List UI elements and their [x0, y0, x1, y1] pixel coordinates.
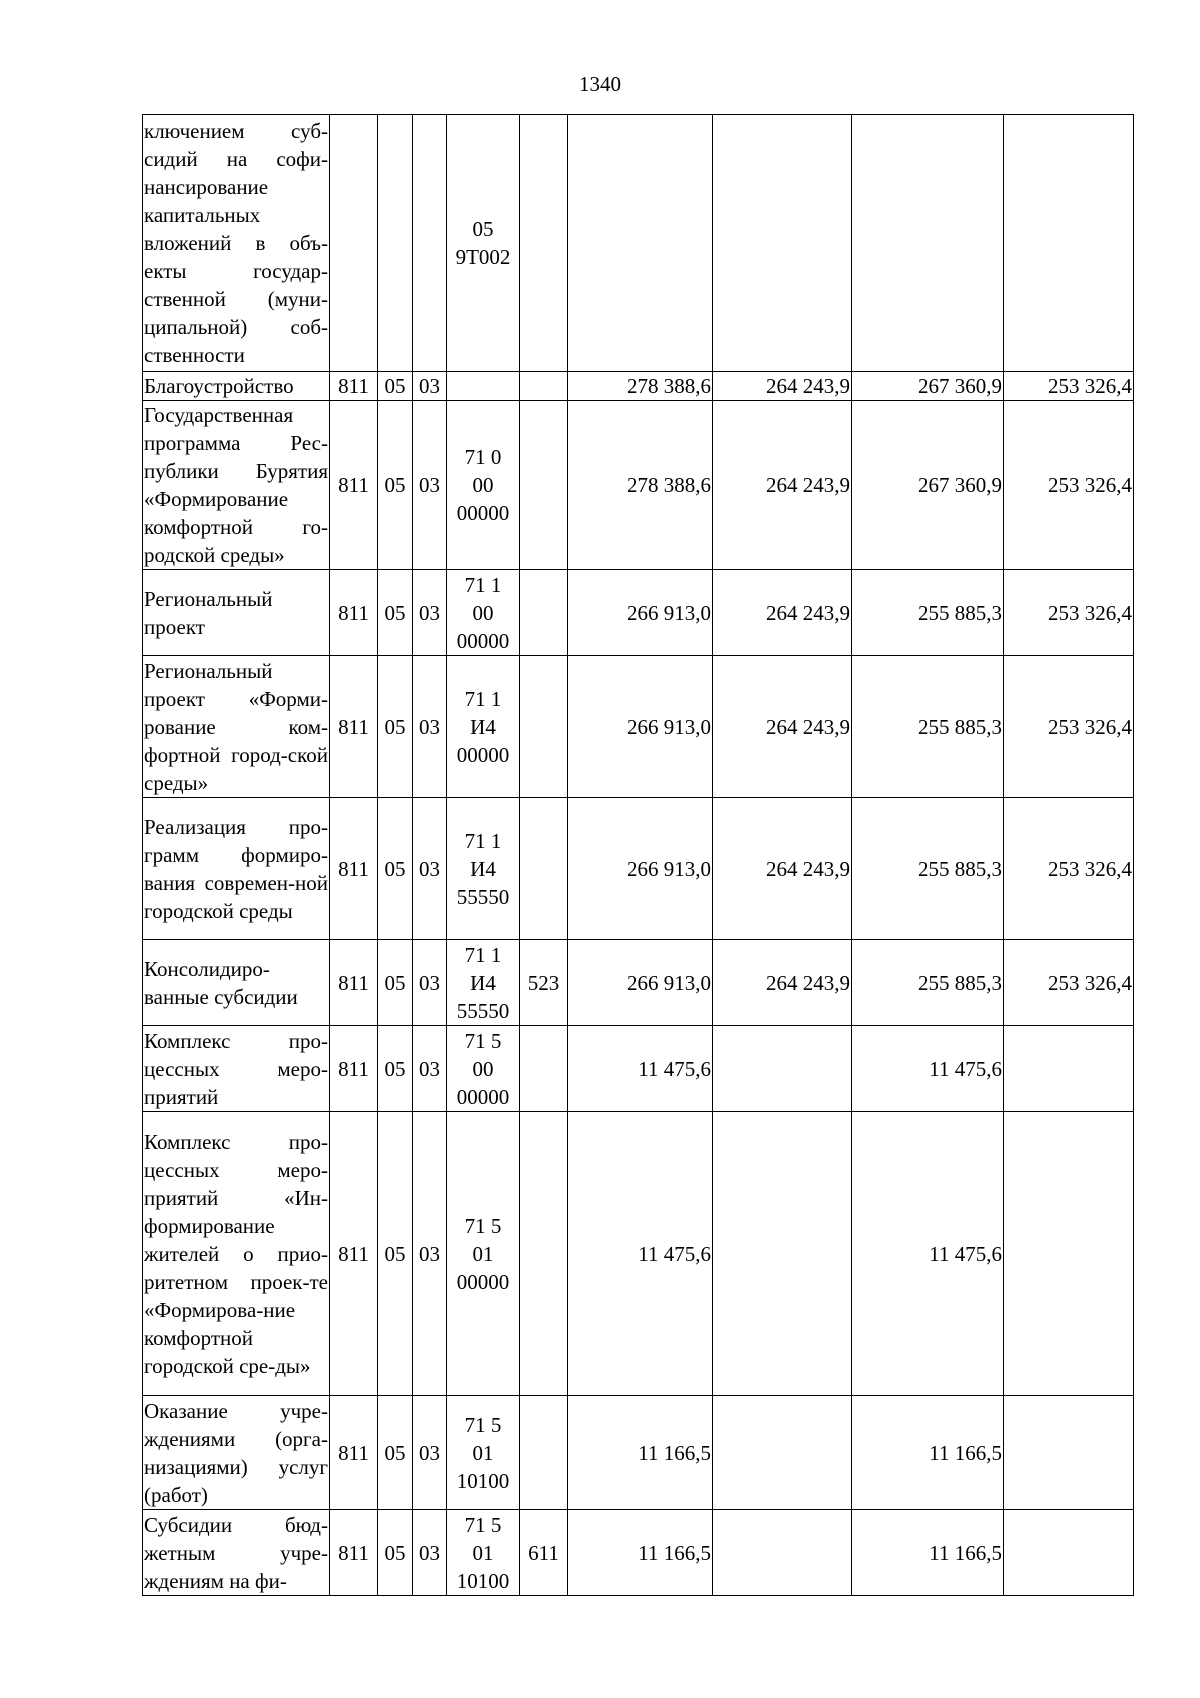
amount-cell-2: 264 243,9: [713, 798, 852, 940]
rz-cell: 05: [378, 1510, 413, 1596]
table-body: [143, 115, 1134, 1596]
pr-cell: [413, 115, 447, 372]
pr-cell: 03: [413, 570, 447, 656]
pr-cell: 03: [413, 1112, 447, 1396]
csr-line: И4: [470, 856, 496, 881]
csr-cell: [447, 1396, 520, 1510]
csr-line: 71 0: [464, 445, 502, 469]
csr-cell: [447, 1026, 520, 1112]
row-name-cell: Комплекс про-цессных меро-приятий: [143, 1026, 330, 1112]
pr-cell: 03: [413, 940, 447, 1026]
amount-cell-2: [713, 115, 852, 372]
row-name-cell: Оказание учре-ждениями (орга-низациями) услуг (работ): [143, 1396, 330, 1510]
amount-cell-4: 253 326,4: [1004, 372, 1134, 401]
amount-cell-4: [1004, 1510, 1134, 1596]
table-row: [143, 656, 1134, 798]
csr-line: 00: [472, 1056, 494, 1081]
amount-cell-2: [713, 1396, 852, 1510]
table-row: [143, 1112, 1134, 1396]
pr-cell: 03: [413, 1510, 447, 1596]
pr-cell: 03: [413, 656, 447, 798]
vr-cell: [520, 401, 568, 570]
csr-line: 05: [472, 217, 494, 241]
csr-line: И4: [470, 970, 496, 995]
csr-line: 00000: [456, 628, 510, 653]
rz-cell: 05: [378, 1112, 413, 1396]
row-name-cell: Комплекс про-цессных меро-приятий «Ин-формирование жителей о прио-ритетном проек-те «Формирова-ние комфортной городской сре-ды»: [143, 1112, 330, 1396]
csr-line: И4: [470, 714, 496, 739]
csr-line: 71 1: [464, 686, 502, 711]
amount-cell-4: 253 326,4: [1004, 401, 1134, 570]
rz-cell: 05: [378, 656, 413, 798]
amount-cell-4: [1004, 1396, 1134, 1510]
csr-line: 01: [472, 1241, 494, 1266]
table-row: [143, 1510, 1134, 1596]
amount-cell-1: 266 913,0: [568, 570, 713, 656]
csr-cell: [447, 798, 520, 940]
csr-line: 71 1: [464, 572, 502, 597]
vr-cell: [520, 1396, 568, 1510]
csr-line: 71 5: [464, 1512, 502, 1537]
amount-cell-3: 11 475,6: [852, 1026, 1004, 1112]
csr-cell: [447, 401, 520, 570]
vr-cell: [520, 372, 568, 401]
amount-cell-2: [713, 1112, 852, 1396]
glava-cell: 811: [330, 1112, 378, 1396]
csr-cell: [447, 570, 520, 656]
csr-line: 55550: [456, 998, 510, 1023]
vr-cell: [520, 570, 568, 656]
row-name-cell: Государственная программа Рес-публики Бурятия «Формирование комфортной го-родской среды»: [143, 401, 330, 570]
vr-cell: [520, 798, 568, 940]
amount-cell-1: 266 913,0: [568, 798, 713, 940]
amount-cell-1: 11 475,6: [568, 1112, 713, 1396]
amount-cell-1: 11 166,5: [568, 1510, 713, 1596]
glava-cell: [330, 115, 378, 372]
rz-cell: 05: [378, 798, 413, 940]
amount-cell-4: 253 326,4: [1004, 940, 1134, 1026]
rz-cell: [378, 115, 413, 372]
amount-cell-2: [713, 1510, 852, 1596]
amount-cell-4: [1004, 1026, 1134, 1112]
csr-line: 01: [472, 1540, 494, 1565]
row-name-cell: Региональный проект: [143, 570, 330, 656]
rz-cell: 05: [378, 1396, 413, 1510]
csr-line: 71 5: [464, 1213, 502, 1238]
amount-cell-4: 253 326,4: [1004, 656, 1134, 798]
csr-line: 71 5: [464, 1028, 502, 1053]
csr-line: 71 5: [464, 1412, 502, 1437]
glava-cell: 811: [330, 1396, 378, 1510]
glava-cell: 811: [330, 1026, 378, 1112]
row-name-cell: Благоустройство: [143, 372, 330, 401]
amount-cell-3: 267 360,9: [852, 372, 1004, 401]
vr-cell: [520, 115, 568, 372]
amount-cell-4: [1004, 1112, 1134, 1396]
amount-cell-1: 278 388,6: [568, 372, 713, 401]
csr-line: 00: [472, 600, 494, 625]
amount-cell-1: 11 475,6: [568, 1026, 713, 1112]
rz-cell: 05: [378, 401, 413, 570]
csr-line: 00: [472, 473, 494, 497]
glava-cell: 811: [330, 1510, 378, 1596]
row-name-cell: ключением суб-сидий на софи-нансирование капитальных вложений в объ-екты государ-ственной (муни-ципальной) соб-ственности: [143, 115, 330, 372]
amount-cell-2: 264 243,9: [713, 401, 852, 570]
amount-cell-2: [713, 1026, 852, 1112]
csr-line: 55550: [456, 884, 510, 909]
amount-cell-3: 267 360,9: [852, 401, 1004, 570]
csr-line: 00000: [456, 742, 510, 767]
vr-cell: 611: [520, 1510, 568, 1596]
amount-cell-3: 11 166,5: [852, 1510, 1004, 1596]
csr-cell: [447, 372, 520, 401]
csr-line: 00000: [456, 501, 510, 525]
pr-cell: 03: [413, 1396, 447, 1510]
glava-cell: 811: [330, 401, 378, 570]
amount-cell-1: 11 166,5: [568, 1396, 713, 1510]
csr-line: 01: [472, 1440, 494, 1465]
amount-cell-3: 255 885,3: [852, 798, 1004, 940]
csr-line: 00000: [456, 1269, 510, 1294]
pr-cell: 03: [413, 1026, 447, 1112]
amount-cell-2: 264 243,9: [713, 940, 852, 1026]
csr-line: 00000: [456, 1084, 510, 1109]
amount-cell-2: 264 243,9: [713, 372, 852, 401]
table-row: [143, 1396, 1134, 1510]
pr-cell: 03: [413, 401, 447, 570]
amount-cell-2: 264 243,9: [713, 656, 852, 798]
csr-cell: [447, 940, 520, 1026]
amount-cell-3: 11 166,5: [852, 1396, 1004, 1510]
pr-cell: 03: [413, 372, 447, 401]
amount-cell-1: 266 913,0: [568, 656, 713, 798]
csr-line: 10100: [456, 1468, 510, 1493]
row-name-cell: Субсидии бюд-жетным учре-ждениям на фи-: [143, 1510, 330, 1596]
csr-cell: [447, 656, 520, 798]
rz-cell: 05: [378, 940, 413, 1026]
csr-cell: [447, 115, 520, 372]
table-row: [143, 115, 1134, 372]
amount-cell-2: 264 243,9: [713, 570, 852, 656]
csr-cell: [447, 1112, 520, 1396]
amount-cell-1: 266 913,0: [568, 940, 713, 1026]
amount-cell-3: 255 885,3: [852, 940, 1004, 1026]
pr-cell: 03: [413, 798, 447, 940]
vr-cell: [520, 1112, 568, 1396]
table-row: [143, 401, 1134, 570]
glava-cell: 811: [330, 570, 378, 656]
amount-cell-4: [1004, 115, 1134, 372]
budget-table: [142, 114, 1134, 1596]
table-row: [143, 570, 1134, 656]
amount-cell-4: 253 326,4: [1004, 570, 1134, 656]
rz-cell: 05: [378, 372, 413, 401]
csr-cell: [447, 1510, 520, 1596]
glava-cell: 811: [330, 940, 378, 1026]
glava-cell: 811: [330, 656, 378, 798]
amount-cell-3: 255 885,3: [852, 656, 1004, 798]
vr-cell: 523: [520, 940, 568, 1026]
vr-cell: [520, 1026, 568, 1112]
amount-cell-1: [568, 115, 713, 372]
amount-cell-3: 11 475,6: [852, 1112, 1004, 1396]
amount-cell-3: [852, 115, 1004, 372]
csr-line: 10100: [456, 1568, 510, 1593]
table-row: [143, 1026, 1134, 1112]
rz-cell: 05: [378, 1026, 413, 1112]
amount-cell-1: 278 388,6: [568, 401, 713, 570]
table-row: [143, 372, 1134, 401]
glava-cell: 811: [330, 372, 378, 401]
rz-cell: 05: [378, 570, 413, 656]
csr-line: 9Т002: [455, 245, 511, 269]
row-name-cell: Консолидиро-ванные субсидии: [143, 940, 330, 1026]
table-row: [143, 798, 1134, 940]
csr-line: 71 1: [464, 828, 502, 853]
row-name-cell: Региональный проект «Форми-рование ком-фортной город-ской среды»: [143, 656, 330, 798]
page-number: 1340: [579, 72, 621, 96]
vr-cell: [520, 656, 568, 798]
amount-cell-4: 253 326,4: [1004, 798, 1134, 940]
amount-cell-3: 255 885,3: [852, 570, 1004, 656]
csr-line: 71 1: [464, 942, 502, 967]
row-name-cell: Реализация про-грамм формиро-вания современ-ной городской среды: [143, 798, 330, 940]
table-row: [143, 940, 1134, 1026]
glava-cell: 811: [330, 798, 378, 940]
